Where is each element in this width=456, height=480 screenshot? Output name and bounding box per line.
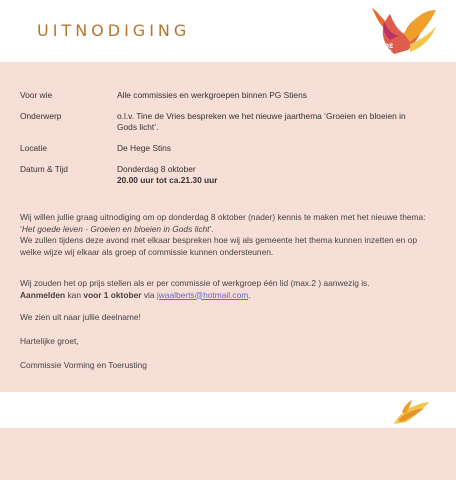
signature: Commissie Vorming en Toerusting	[20, 360, 147, 370]
info-row	[20, 143, 417, 164]
info-label: Locatie	[20, 143, 48, 153]
info-value	[117, 164, 417, 196]
closing-line: We zien uit naar jullie deelname!	[20, 312, 141, 322]
info-row	[20, 90, 417, 111]
email-link[interactable]: jwaalberts@hotmail.com	[156, 289, 249, 300]
info-value: Alle commissies en werkgroepen binnen PG Stiens	[117, 90, 307, 100]
logo-text: het GOEDE LEVEN	[370, 36, 394, 56]
page-title: UITNODIGING	[37, 21, 191, 40]
info-value: o.l.v. Tine de Vries bespreken we het nieuwe jaarthema ‘Groeien en bloeien in Gods licht’.	[117, 111, 406, 132]
info-label: Onderwerp	[20, 111, 62, 121]
header	[0, 0, 456, 62]
bottom-band	[0, 428, 456, 480]
info-table	[20, 90, 417, 196]
theme-title: Het goede leven - Groeien en bloeien in Gods licht	[21, 223, 210, 234]
greeting: Hartelijke groet,	[20, 336, 79, 346]
date-value: Donderdag 8 oktober	[117, 164, 196, 174]
footer-strip	[0, 392, 456, 428]
flame-leaf-icon	[390, 398, 434, 426]
info-row	[20, 111, 417, 143]
info-label: Datum & Tijd	[20, 164, 68, 174]
signup-paragraph: Wij zouden het op prijs stellen als er per commissie of werkgroep één lid (max.2 ) aanwezig is. Aanmelden kan voor 1 oktober via jwaalberts@hotmail.com.	[20, 278, 370, 300]
time-value: 20.00 uur tot ca.21.30 uur	[117, 175, 218, 185]
intro-paragraph: Wij willen jullie graag uitnodiging om op donderdag 8 oktober (nader) kennis te maken met het nieuwe thema: ‘Het goede leven - Groeien en bloeien in Gods licht’. We zullen tijdens deze avond met elkaar bespreken hoe wij als gemeente het thema kunnen inzetten en op welke wijze wij elkaar als groep of commissie kunnen ondersteunen.	[20, 212, 426, 257]
info-row	[20, 164, 417, 196]
info-value: De Hege Stins	[117, 143, 171, 153]
info-label: Voor wie	[20, 90, 53, 100]
